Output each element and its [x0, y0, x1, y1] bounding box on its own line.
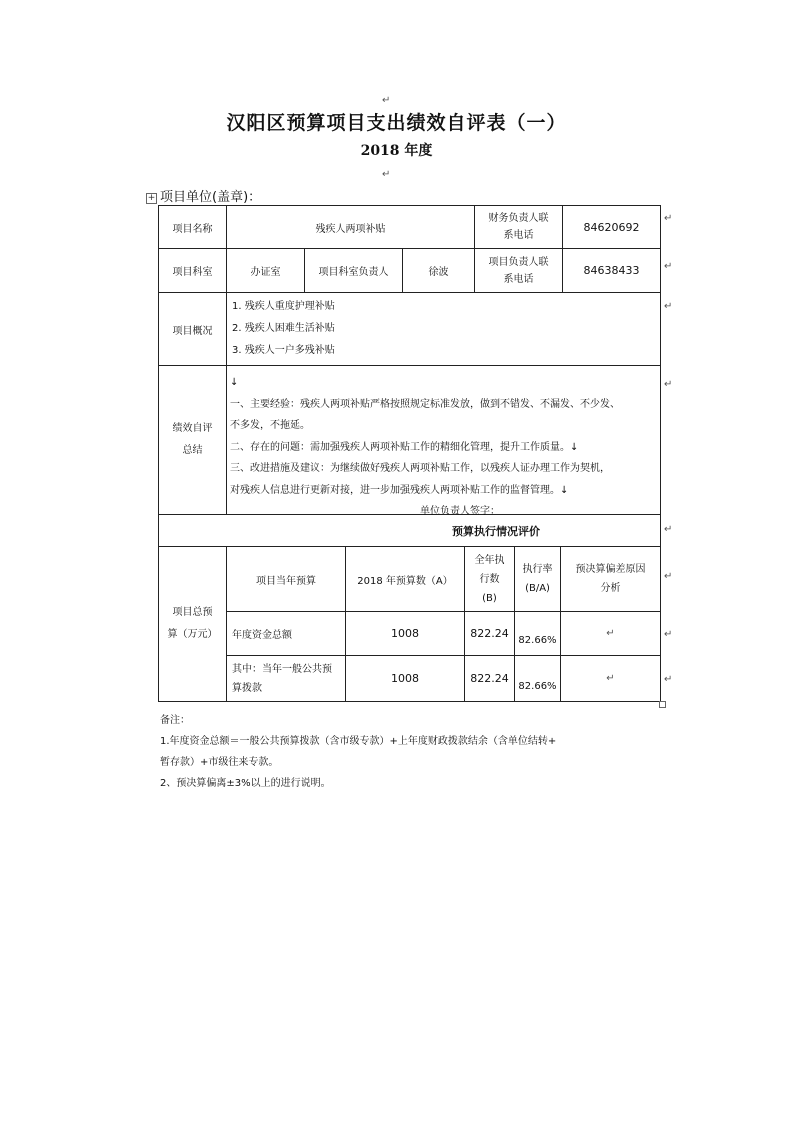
- notes: [160, 710, 556, 794]
- row-end-mark: ↵: [664, 674, 673, 685]
- budget-label: [159, 547, 226, 701]
- col-exec-line2: 行数: [479, 573, 500, 585]
- table-row-budget: 1008: [391, 672, 419, 685]
- project-contact-label-line1: 项目负责人联: [488, 256, 549, 268]
- project-name-label: 项目名称: [172, 223, 213, 235]
- table-row-budget: 1008: [391, 627, 419, 640]
- col-budget-header: 2018 年预算数（A）: [357, 575, 453, 587]
- finance-contact-label-line2: 系电话: [503, 230, 534, 241]
- table-row-rate: 82.66%: [518, 635, 557, 646]
- row-end-mark: ↵: [664, 629, 673, 640]
- row-end-mark: ↵: [664, 524, 673, 535]
- summary-label: [159, 366, 226, 514]
- page-subtitle: 2018 年度: [360, 143, 433, 159]
- table-move-handle-icon[interactable]: +: [147, 193, 156, 203]
- project-contact-label-line2: 系电话: [503, 273, 534, 285]
- summary-label-line2: 总结: [182, 445, 203, 456]
- col-rate-line1: 执行率: [522, 564, 553, 575]
- overview-label: 项目概况: [172, 325, 213, 337]
- dept-value: 办证室: [250, 267, 281, 278]
- table-row-exec: 822.24: [470, 672, 509, 685]
- dept-head-value: 徐波: [428, 267, 449, 278]
- row-end-mark: ↵: [664, 379, 673, 390]
- unit-label: 项目单位(盖章)：: [160, 190, 262, 205]
- table-row-reason: ↵: [606, 673, 615, 684]
- table-row-item: 年度资金总额: [232, 630, 292, 641]
- project-phone: 84638433: [583, 264, 640, 277]
- budget-label-line1: 项目总预: [172, 607, 213, 618]
- finance-contact-label: [475, 206, 562, 248]
- finance-phone: 84620692: [583, 220, 640, 234]
- project-contact-label: [475, 249, 562, 292]
- col-rate-header: [515, 547, 560, 611]
- col-reason-line2: 分析: [600, 583, 621, 594]
- summary-text: [230, 372, 660, 523]
- dept-label: 项目科室: [172, 267, 213, 278]
- summary-line: 三、改进措施及建议：为继续做好残疾人两项补贴工作，以残疾人证办理工作为契机，: [230, 463, 610, 474]
- budget-label-line2: 算（万元）: [167, 629, 218, 640]
- summary-line: 对残疾人信息进行更新对接，进一步加强残疾人两项补贴工作的监督管理。↓: [230, 484, 569, 496]
- table-row-item: [232, 656, 345, 701]
- paragraph-mark: ↵: [382, 95, 391, 106]
- col-reason-line1: 预决算偏差原因: [575, 564, 646, 575]
- notes-line: 1.年度资金总额＝一般公共预算拨款（含市级专款）+上年度财政拨款结余（含单位结转+: [160, 736, 557, 747]
- notes-line: 2、预决算偏离±3%以上的进行说明。: [160, 778, 331, 789]
- summary-line: 不多发，不拖延。: [230, 420, 310, 431]
- table-row-rate: 82.66%: [518, 681, 557, 692]
- table-row-reason: ↵: [606, 628, 615, 639]
- paragraph-mark: ↵: [382, 169, 391, 180]
- row-end-mark: ↵: [664, 213, 673, 224]
- list-item: 2. 残疾人困难生活补贴: [232, 323, 335, 334]
- list-item: 1. 残疾人重度护理补贴: [232, 301, 335, 312]
- col-rate-line2: (B/A): [525, 583, 550, 594]
- summary-line: 一、主要经验：残疾人两项补贴严格按照规定标准发放，做到不错发、不漏发、不少发、: [230, 398, 620, 410]
- row-end-mark: ↵: [664, 301, 673, 312]
- col-exec-line3: (B): [482, 592, 497, 604]
- summary-line: ↓: [230, 377, 239, 388]
- table-row-item-line2: 算拨款: [232, 682, 262, 694]
- page-title: 汉阳区预算项目支出绩效自评表（一）: [226, 112, 567, 134]
- col-reason-header: [561, 547, 660, 611]
- col-exec-header: [465, 547, 514, 611]
- project-name-value: 残疾人两项补贴: [315, 223, 386, 235]
- table-row-item-line1: 其中：当年一般公共预: [232, 663, 332, 675]
- notes-line: 暂存款）+市级往来专款。: [160, 757, 279, 768]
- list-item: 3. 残疾人一户多残补贴: [232, 345, 335, 356]
- col-item-header: 项目当年预算: [256, 575, 316, 587]
- signature-line: 单位负责人签字：: [420, 506, 500, 517]
- row-end-mark: ↵: [664, 261, 673, 272]
- finance-contact-label-line1: 财务负责人联: [488, 213, 549, 224]
- notes-heading: 备注：: [160, 715, 190, 726]
- overview-list: [232, 296, 335, 362]
- dept-head-label: 项目科室负责人: [318, 267, 389, 278]
- summary-line: 二、存在的问题：需加强残疾人两项补贴工作的精细化管理，提升工作质量。↓: [230, 441, 579, 453]
- table-row-exec: 822.24: [470, 627, 509, 640]
- eval-heading: 预算执行情况评价: [452, 524, 540, 538]
- summary-label-line1: 绩效自评: [172, 423, 213, 434]
- row-end-mark: ↵: [664, 571, 673, 582]
- col-exec-line1: 全年执: [474, 554, 505, 566]
- table-resize-handle[interactable]: [659, 701, 666, 708]
